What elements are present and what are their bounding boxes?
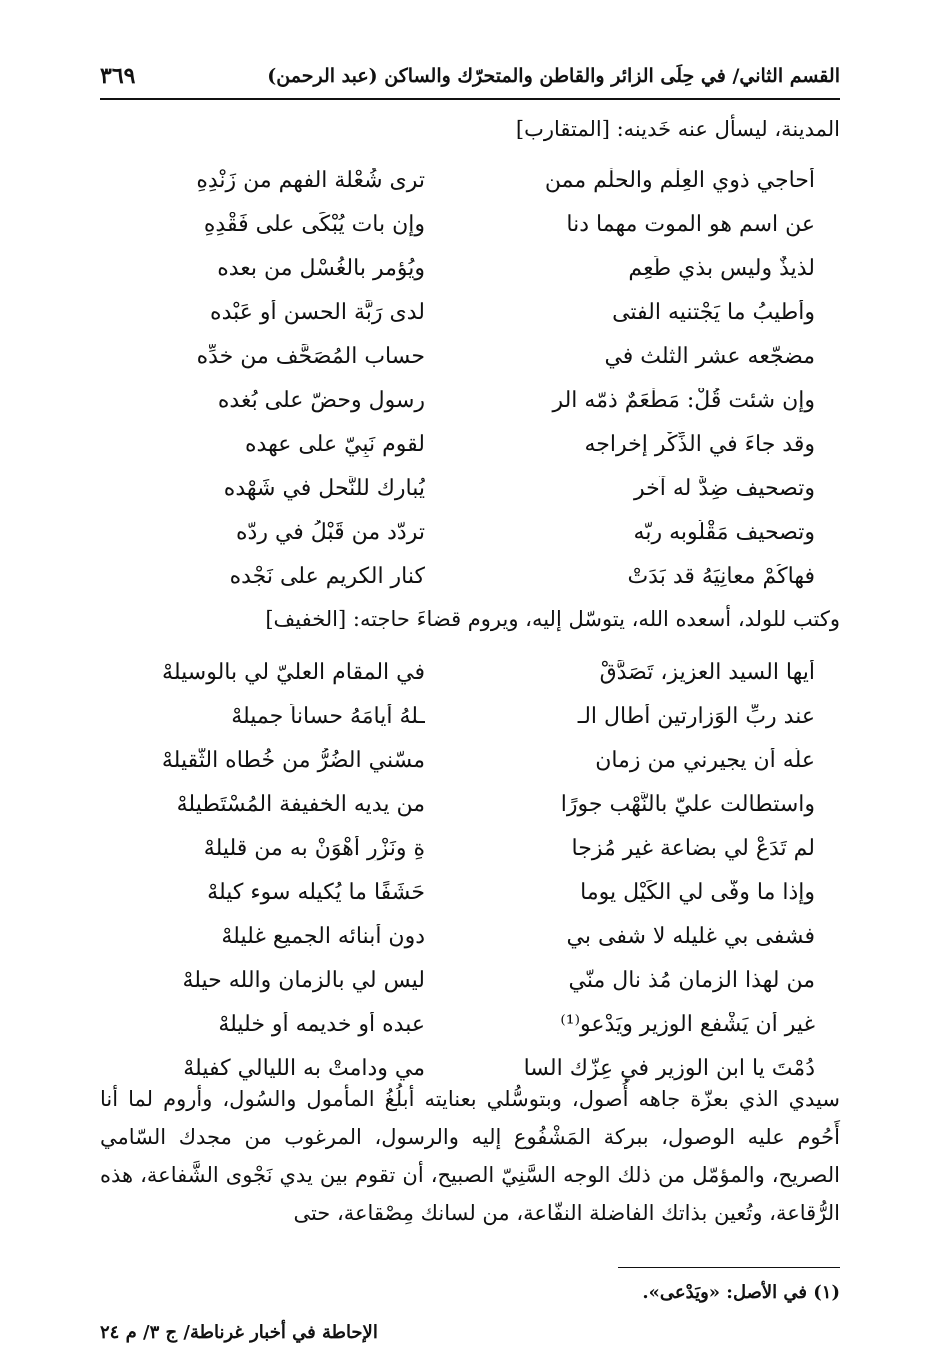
verse-hemistich-second: دون أبنائه الجميع غليلهْ (221, 923, 425, 949)
verse-hemistich-second: حَشَفًا ما يُكيله سوء كيلهْ (207, 879, 425, 905)
prose-paragraph: سيدي الذي بعزّة جاهه أُصول، وبتوسُّلي بعنايته أبلُغُ المأمول والسُول، وأروم لما أنا أَحُوم عليه الوصول، ببركة المَشْفُوع إليه والرسول، المرغوب من مجدك السّامي الصريح، والمؤمّل من ذلك الوجه السَّنِيّ الصبيح، أن تقوم بين يدي نَجْوى الشَّفاعة، هذه الرُّقاعة، وتُعين بذاتك الفاضلة النفّاعة، من لسانك مِصْقاعة، حتى (100, 1087, 840, 1225)
page-number: ٣٦٩ (100, 63, 136, 89)
verse-hemistich-first: أيها السيد العزيز، تَصَدَّقْ (599, 659, 815, 685)
verse-hemistich-first: علّه أن يجيرني من زمان (595, 747, 815, 773)
verse-hemistich-second: عبده أو خديمه أو خليلهْ (218, 1011, 425, 1037)
verse-hemistich-first: فشفى بي غليله لا شفى بي (566, 923, 815, 949)
verse-row (125, 422, 815, 466)
verse-row (125, 870, 815, 914)
verse-hemistich-first: فهاكُمْ معانِيَهُ قد بَدَتْ (627, 563, 815, 589)
verse-row (125, 1002, 815, 1046)
section1-intro: المدينة، ليسأل عنه خَدينه: [المتقارب] (515, 117, 840, 141)
verse-row (125, 158, 815, 202)
verse-hemistich-second: ةِ ونَزْرٍ أَهْوَنْ به من قليلهْ (203, 835, 425, 861)
verse-row (125, 738, 815, 782)
section2-intro: وكتب للولد، أسعده الله، يتوسّل إليه، ويروم قضاءَ حاجته: [الخفيف] (265, 607, 840, 631)
verse-hemistich-second: من يديه الخفيفة المُسْتَطيلهْ (176, 791, 425, 817)
verse-hemistich-second: لقوم نَبِيّ على عهده (245, 431, 425, 457)
verse-row (125, 466, 815, 510)
verse-row (125, 958, 815, 1002)
verse-hemistich-first: وتصحيف مَقْلُوبه ربّه (633, 519, 815, 545)
verse-hemistich-second: مي ودامتْ به الليالي كفيلهْ (183, 1055, 425, 1081)
verse-hemistich-first: وتصحيف ضِدٌّ له آخر (634, 475, 815, 501)
verse-hemistich-second: رسول وحضّ على بُغده (217, 387, 425, 413)
verse-hemistich-second: يُبارك للنَّحل في شَهْده (223, 475, 425, 501)
verse-hemistich-first: أُحاجي ذوي العِلْم والحلْم ممن (544, 167, 815, 193)
verse-row (125, 290, 815, 334)
verse-hemistich-first: وأطيبُ ما يَجْتنيه الفتى (612, 299, 815, 325)
verse-hemistich-second: تردّد من قَبْلُ في ردّه (236, 519, 425, 545)
footnote: (١) في الأصل: «ويَدْعى». (642, 1282, 840, 1303)
verse-hemistich-second: في المقام العليّ لي بالوسيلهْ (162, 659, 425, 685)
verse-hemistich-second: ـلهُ أيامَهُ حساناً جميلهْ (231, 703, 425, 729)
verse-hemistich-second: لدى رَبَّة الحسن أو عَبْده (210, 299, 425, 325)
verse-row (125, 246, 815, 290)
verse-row (125, 510, 815, 554)
header-rule (100, 98, 840, 100)
verse-hemistich-first: لم تَدَعْ لي بضاعة غير مُزجا (571, 835, 815, 861)
verse-hemistich-second: ليس لي بالزمان والله حيلهْ (182, 967, 425, 993)
verse-hemistich-second: ويُؤمر بالغُسْل من بعده (217, 255, 425, 281)
verse-row (125, 334, 815, 378)
verse-hemistich-second: ترى شُعْلة الفهم من زَنْدِهِ (196, 167, 425, 193)
verse-hemistich-first: مضجّعه عشر الثلث في (604, 343, 815, 369)
verse-row (125, 650, 815, 694)
verse-hemistich-second: مسّني الضُرُّ من خُطاه الثَّقيلهْ (161, 747, 425, 773)
poem-mutaqarib (125, 158, 815, 598)
verse-hemistich-first: واستطالت عليّ بالنَّهْب جورًا (560, 791, 815, 817)
verse-hemistich-first: من لهذا الزمان مُذ نال منّي (568, 967, 815, 993)
poem-khafif (125, 650, 815, 1090)
verse-hemistich-first: عن اسم هو الموت مهما دنا (566, 211, 815, 237)
verse-hemistich-second: كنار الكريم على نَجْده (229, 563, 425, 589)
verse-hemistich-second: حساب المُصَحَّف من خدِّه (196, 343, 425, 369)
footnote-rule (618, 1267, 840, 1268)
verse-row (125, 378, 815, 422)
verse-row (125, 694, 815, 738)
header-title: القسم الثاني/ في حِلَى الزائر والقاطن والمتحرّك والساكن (عبد الرحمن) (267, 65, 840, 87)
verse-hemistich-first: وإذا ما وفّى لي الكَيْل يوما (580, 879, 815, 905)
verse-row (125, 914, 815, 958)
verse-hemistich-second: وإن بات يُبْكَى على فَقْدِهِ (203, 211, 425, 237)
page-footer: الإحاطة في أخبار غرناطة/ ج ٣/ م ٢٤ (100, 1322, 378, 1343)
verse-hemistich-first: وقد جاءَ في الذِّكْر إخراجه (584, 431, 815, 457)
verse-row (125, 782, 815, 826)
verse-hemistich-first: وإن شئت قُلْ: مَطْعَمٌ ذمّه الر (552, 387, 815, 413)
verse-hemistich-first: دُمْتَ يا ابن الوزير في عِزّك السا (523, 1055, 815, 1081)
verse-hemistich-first: غير أن يَشْفع الوزير ويَدْعو⁽¹⁾ (560, 1011, 815, 1037)
verse-row (125, 202, 815, 246)
verse-row (125, 554, 815, 598)
verse-hemistich-first: عند ربِّ الوَزارتين أطال الـ (577, 703, 815, 729)
running-header (100, 56, 840, 96)
verse-row (125, 826, 815, 870)
verse-hemistich-first: لذيذٌ وليس بذي طَعِم (628, 255, 815, 281)
